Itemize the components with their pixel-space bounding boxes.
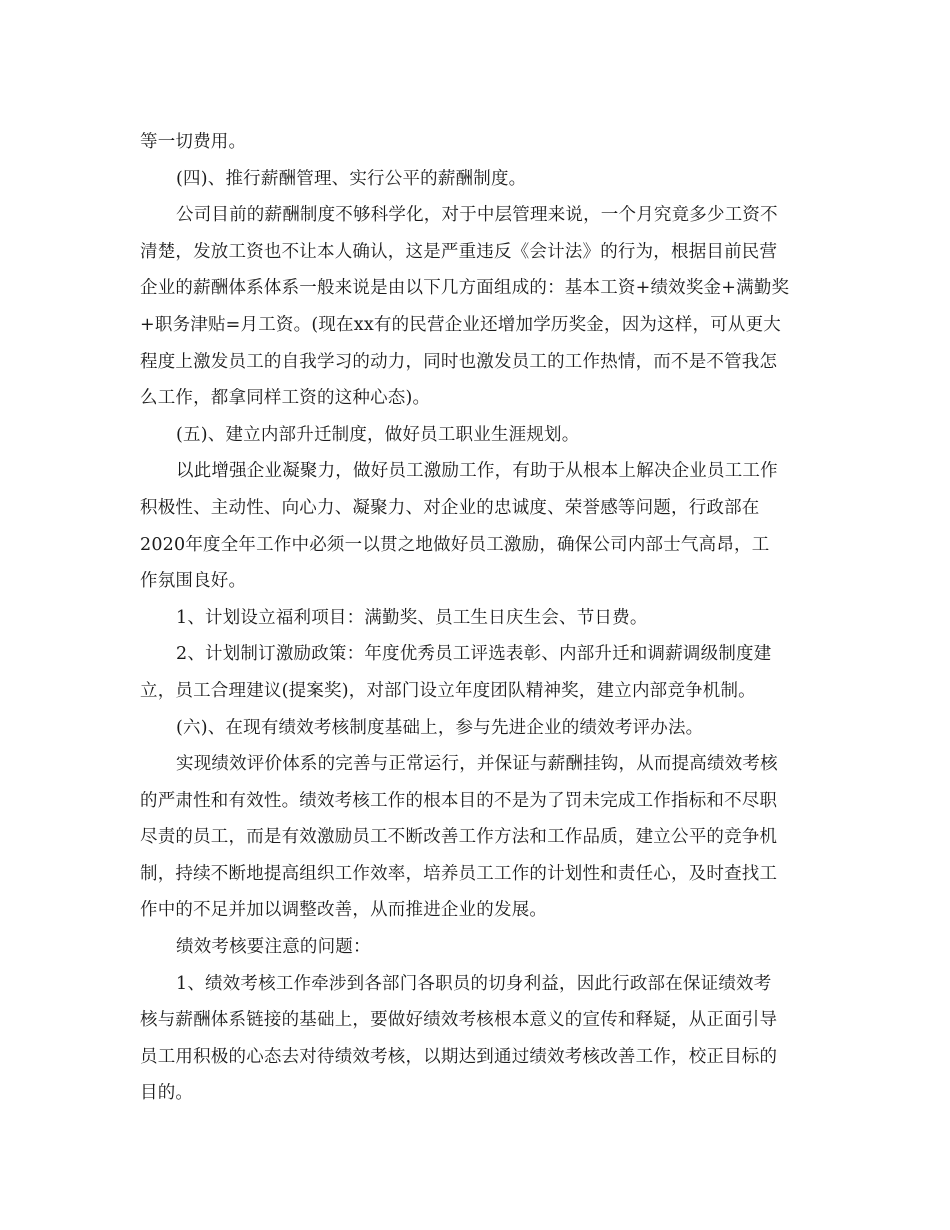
document-text-line: 1、计划设立福利项目：满勤奖、员工生日庆生会、节日费。 — [176, 607, 648, 628]
document-text-line: 2020年度全年工作中必须一以贯之地做好员工激励，确保公司内部士气高昂，工 — [140, 534, 770, 555]
document-text-line: 绩效考核要注意的问题： — [176, 937, 371, 958]
document-text-line: 积极性、主动性、向心力、凝聚力、对企业的忠诚度、荣誉感等问题，行政部在 — [140, 497, 760, 518]
document-text-line: (五)、建立内部升迁制度，做好员工职业生涯规划。 — [176, 424, 580, 445]
document-text-line: 作氛围良好。 — [140, 571, 247, 592]
document-text-line: 实现绩效评价体系的完善与正常运行，并保证与薪酬挂钩，从而提高绩效考核 — [176, 754, 778, 775]
document-text-line: 程度上激发员工的自我学习的动力，同时也激发员工的工作热情，而不是不管我怎 — [140, 351, 778, 372]
document-text-line: 清楚，发放工资也不让本人确认，这是严重违反《会计法》的行为，根据目前民营 — [140, 241, 778, 262]
document-text-line: 制，持续不断地提高组织工作效率，培养员工工作的计划性和责任心，及时查找工 — [140, 863, 778, 884]
document-text-line: 公司目前的薪酬制度不够科学化，对于中层管理来说，一个月究竟多少工资不 — [176, 205, 778, 226]
document-text-line: 么工作，都拿同样工资的这种心态)。 — [140, 388, 431, 409]
document-text-line: 1、绩效考核工作牵涉到各部门各职员的切身利益，因此行政部在保证绩效考 — [176, 973, 772, 994]
document-text-line: 立，员工合理建议(提案奖)，对部门设立年度团队精神奖，建立内部竞争机制。 — [140, 680, 756, 701]
document-text-line: 员工用积极的心态去对待绩效考核，以期达到通过绩效考核改善工作，校正目标的 — [140, 1046, 778, 1067]
document-text-line: 的严肃性和有效性。绩效考核工作的根本目的不是为了罚未完成工作指标和不尽职 — [140, 790, 778, 811]
document-text-line: 尽责的员工，而是有效激励员工不断改善工作方法和工作品质，建立公平的竞争机 — [140, 827, 778, 848]
document-text-line: 企业的薪酬体系体系一般来说是由以下几方面组成的：基本工资+绩效奖金+满勤奖 — [140, 278, 790, 299]
document-text-line: 作中的不足并加以调整改善，从而推进企业的发展。 — [140, 900, 548, 921]
document-text-line: +职务津贴=月工资。(现在xx有的民营企业还增加学历奖金，因为这样，可从更大 — [140, 314, 781, 335]
document-text-line: 2、计划制订激励政策：年度优秀员工评选表彰、内部升迁和调薪调级制度建 — [176, 644, 772, 665]
document-text-line: (六)、在现有绩效考核制度基础上，参与先进企业的绩效考评办法。 — [176, 717, 704, 738]
document-text-line: (四)、推行薪酬管理、实行公平的薪酬制度。 — [176, 168, 527, 189]
document-text-line: 目的。 — [140, 1083, 194, 1104]
document-text-line: 等一切费用。 — [140, 132, 247, 152]
document-text-line: 以此增强企业凝聚力，做好员工激励工作，有助于从根本上解决企业员工工作 — [176, 461, 778, 482]
document-text-line: 核与薪酬体系链接的基础上，要做好绩效考核根本意义的宣传和释疑，从正面引导 — [140, 1010, 778, 1031]
